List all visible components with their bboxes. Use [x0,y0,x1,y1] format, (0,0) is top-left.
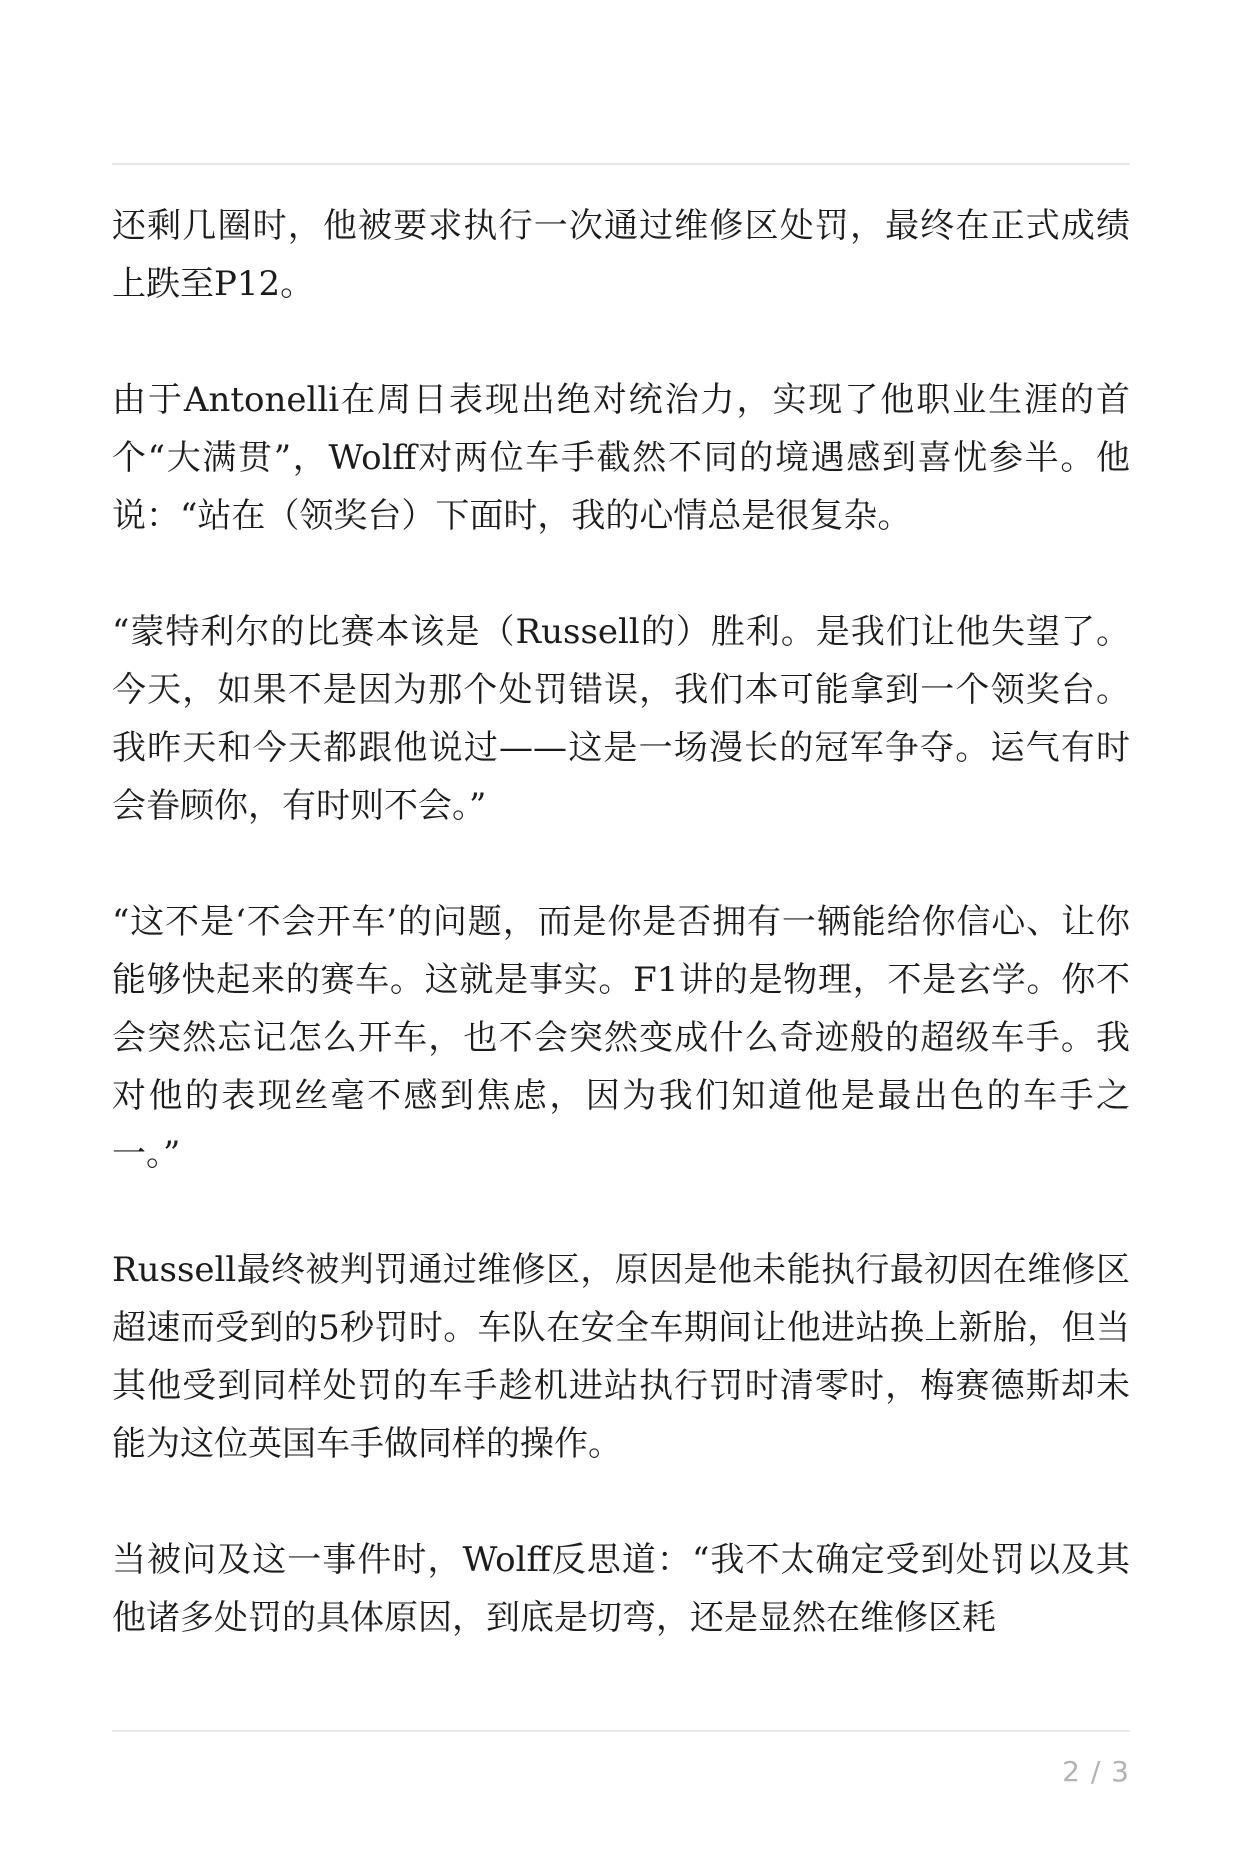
bottom-divider [112,1730,1130,1732]
paragraph-4: “这不是‘不会开车’的问题，而是你是否拥有一辆能给你信心、让你能够快起来的赛车。这就是事实。F1讲的是物理，不是玄学。你不会突然忘记怎么开车，也不会突然变成什么奇迹般的超级车手。我对他的表现丝毫不感到焦虑，因为我们知道他是最出色的车手之一。” [112,902,1130,1174]
paragraph-2: 由于Antonelli在周日表现出绝对统治力，实现了他职业生涯的首个“大满贯”，Wolff对两位车手截然不同的境遇感到喜忧参半。他说：“站在（领奖台）下面时，我的心情总是很复杂。 [112,380,1130,536]
paragraph-3: “蒙特利尔的比赛本该是（Russell的）胜利。是我们让他失望了。今天，如果不是因为那个处罚错误，我们本可能拿到一个领奖台。我昨天和今天都跟他说过——这是一场漫长的冠军争夺。运气有时会眷顾你，有时则不会。” [112,612,1130,826]
page-indicator: 2 / 3 [1062,1755,1130,1788]
paragraph-1: 还剩几圈时，他被要求执行一次通过维修区处罚，最终在正式成绩上跌至P12。 [112,206,1130,304]
paragraph-5: Russell最终被判罚通过维修区，原因是他未能执行最初因在维修区超速而受到的5秒罚时。车队在安全车期间让他进站换上新胎，但当其他受到同样处罚的车手趁机进站执行罚时清零时，梅赛德斯却未能为这位英国车手做同样的操作。 [112,1250,1130,1464]
article-body [112,197,1130,1647]
top-divider [112,163,1130,165]
paragraph-6: 当被问及这一事件时，Wolff反思道：“我不太确定受到处罚以及其他诸多处罚的具体原因，到底是切弯，还是显然在维修区耗 [112,1540,1130,1638]
